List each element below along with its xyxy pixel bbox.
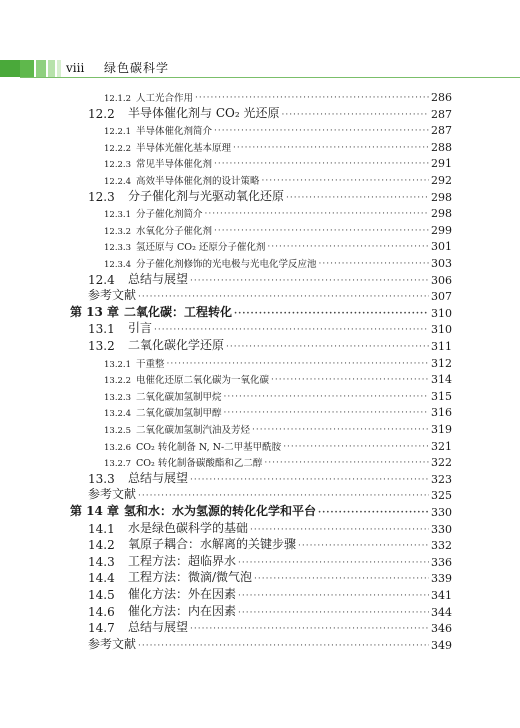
toc-entry[interactable] bbox=[104, 88, 452, 104]
toc-leader-dots bbox=[190, 474, 429, 486]
toc-entry-number: 12.4 bbox=[88, 272, 115, 287]
toc-entry[interactable] bbox=[104, 254, 452, 270]
toc-leader-dots bbox=[238, 607, 429, 619]
header-stripes bbox=[20, 60, 61, 77]
toc-entry-page: 303 bbox=[431, 257, 452, 270]
toc-leader-dots bbox=[254, 573, 429, 585]
toc-entry-number: 13.2.4 bbox=[104, 409, 132, 420]
toc-entry-number: 13.2.1 bbox=[104, 359, 132, 370]
toc-entry-number: 13.2.2 bbox=[104, 376, 132, 387]
toc-entry-number: 13.2.3 bbox=[104, 392, 132, 403]
toc-entry[interactable] bbox=[104, 453, 452, 469]
toc-entry[interactable] bbox=[104, 237, 452, 253]
toc-entry[interactable] bbox=[104, 221, 452, 237]
toc-entry-page: 316 bbox=[431, 406, 452, 420]
toc-leader-dots bbox=[214, 225, 429, 237]
header-green-bar bbox=[0, 60, 20, 77]
toc-leader-dots bbox=[226, 341, 429, 353]
toc-entry-page: 339 bbox=[431, 572, 452, 586]
toc-entry[interactable] bbox=[88, 287, 452, 303]
toc-entry-page: 310 bbox=[431, 306, 452, 320]
toc-entry-page: 292 bbox=[431, 174, 452, 187]
toc-entry-title: 氢和水：水为氢源的转化化学和平台 bbox=[124, 504, 317, 518]
toc-entry-title: CO₂ 转化制备碳酸酯和乙二醇 bbox=[136, 458, 263, 470]
toc-leader-dots bbox=[298, 540, 429, 552]
toc-entry-title: 半导体光催化基本原理 bbox=[136, 142, 232, 154]
toc-leader-dots bbox=[138, 640, 429, 652]
toc-entry-page: 311 bbox=[431, 340, 452, 353]
toc-entry-page: 310 bbox=[431, 323, 452, 337]
toc-entry-page: 299 bbox=[431, 223, 452, 237]
toc-entry-number: 12.1.2 bbox=[104, 94, 132, 104]
toc-entry-page: 319 bbox=[431, 423, 452, 436]
header-rule bbox=[20, 77, 520, 78]
toc-entry-number: 12.3 bbox=[88, 189, 115, 204]
toc-entry-number: 13.2.5 bbox=[104, 426, 132, 436]
toc-entry-title: 分子催化剂简介 bbox=[136, 209, 203, 221]
toc-entry-number: 12.2.3 bbox=[104, 160, 132, 171]
toc-entry-number: 13.2 bbox=[88, 339, 115, 353]
toc-entry-title: 干重整 bbox=[136, 358, 165, 370]
toc-entry-page: 288 bbox=[431, 140, 452, 154]
toc-entry-title: 总结与展望 bbox=[128, 470, 189, 485]
toc-leader-dots bbox=[234, 308, 429, 320]
toc-entry-number: 14.3 bbox=[88, 554, 115, 569]
toc-entry-title: 总结与展望 bbox=[128, 620, 189, 635]
toc-entry[interactable] bbox=[104, 204, 452, 220]
toc-entry-page: 332 bbox=[431, 539, 452, 553]
toc-entry-page: 330 bbox=[431, 522, 452, 536]
toc-entry[interactable] bbox=[104, 171, 452, 187]
toc-entry-page: 346 bbox=[431, 622, 452, 636]
toc-entry-number: 12.2.1 bbox=[104, 127, 132, 138]
toc-entry-title: 高效半导体催化剂的设计策略 bbox=[136, 176, 260, 187]
toc-entry-page: 286 bbox=[431, 91, 452, 104]
toc-entry[interactable] bbox=[88, 105, 452, 121]
toc-entry[interactable] bbox=[88, 320, 452, 336]
toc-entry-page: 349 bbox=[431, 638, 452, 652]
toc-entry-title: 电催化还原二氧化碳为一氧化碳 bbox=[136, 375, 270, 387]
toc-entry-title: 半导体催化剂简介 bbox=[136, 126, 213, 138]
toc-entry-number: 14.7 bbox=[88, 621, 115, 636]
toc-leader-dots bbox=[138, 291, 429, 303]
toc-entry-number: 14.4 bbox=[88, 571, 115, 586]
toc-entry-title: 二氧化碳加氢制甲醇 bbox=[136, 408, 222, 420]
toc-entry-page: 330 bbox=[431, 506, 452, 519]
toc-entry[interactable] bbox=[104, 387, 452, 403]
toc-entry[interactable] bbox=[104, 354, 452, 370]
toc-entry-number: 13.2.7 bbox=[104, 459, 132, 470]
toc-leader-dots bbox=[267, 241, 429, 253]
toc-entry-page: 287 bbox=[431, 124, 452, 138]
toc-entry[interactable] bbox=[88, 470, 452, 486]
toc-entry[interactable] bbox=[70, 503, 452, 519]
toc-entry-page: 322 bbox=[431, 456, 452, 470]
toc-leader-dots bbox=[281, 109, 429, 121]
toc-entry[interactable] bbox=[104, 121, 452, 137]
toc-entry[interactable] bbox=[88, 619, 452, 635]
toc-leader-dots bbox=[318, 507, 429, 519]
toc-entry-title: 催化方法：内在因素 bbox=[128, 603, 237, 618]
toc-entry-title: 氧原子耦合：水解离的关键步骤 bbox=[128, 537, 297, 552]
toc-entry-page: 298 bbox=[431, 190, 452, 204]
toc-entry-title: 参考文献 bbox=[88, 487, 137, 502]
toc-leader-dots bbox=[205, 208, 429, 220]
toc-entry-title: 二氧化碳：工程转化 bbox=[124, 304, 233, 319]
toc-entry-title: 参考文献 bbox=[88, 636, 137, 651]
toc-entry[interactable] bbox=[88, 486, 452, 502]
toc-leader-dots bbox=[138, 490, 429, 502]
toc-leader-dots bbox=[238, 557, 429, 569]
toc-entry-page: 336 bbox=[431, 555, 452, 569]
toc-entry-page: 314 bbox=[431, 373, 452, 387]
toc-entry-title: 工程方法：微滴/微气泡 bbox=[128, 570, 253, 585]
toc-entry[interactable] bbox=[104, 403, 452, 419]
toc-entry-page: 321 bbox=[431, 439, 452, 453]
toc-entry-title: 分子催化剂修饰的光电极与光电化学反应池 bbox=[136, 259, 317, 270]
toc-entry-title: 水氧化分子催化剂 bbox=[136, 225, 213, 237]
toc-leader-dots bbox=[167, 358, 429, 370]
toc-entry-number: 13.3 bbox=[88, 471, 115, 486]
toc-entry-page: 341 bbox=[431, 589, 452, 602]
toc-leader-dots bbox=[271, 374, 429, 386]
toc-entry-title: 半导体催化剂与 CO₂ 光还原 bbox=[128, 105, 280, 120]
toc-entry[interactable] bbox=[104, 420, 452, 436]
toc-entry-title: 参考文献 bbox=[88, 288, 137, 303]
toc-leader-dots bbox=[214, 125, 429, 137]
toc-leader-dots bbox=[190, 275, 429, 287]
toc-leader-dots bbox=[262, 175, 429, 187]
toc-leader-dots bbox=[319, 258, 429, 270]
toc-entry-title: 常见半导体催化剂 bbox=[136, 159, 213, 171]
toc-entry-page: 325 bbox=[431, 489, 452, 503]
toc-entry[interactable] bbox=[88, 536, 452, 552]
toc-entry-number: 第 14 章 bbox=[70, 504, 120, 518]
toc-entry-title: 二氧化碳加氢制汽油及芳烃 bbox=[136, 425, 251, 436]
toc-entry[interactable] bbox=[88, 188, 452, 204]
toc-entry-title: CO₂ 转化制备 N, N-二甲基甲酰胺 bbox=[136, 441, 282, 453]
toc-entry-number: 14.6 bbox=[88, 604, 115, 619]
toc-entry[interactable] bbox=[88, 569, 452, 585]
toc-leader-dots bbox=[195, 92, 429, 104]
toc-entry[interactable] bbox=[88, 520, 452, 536]
toc-leader-dots bbox=[154, 324, 429, 336]
toc-leader-dots bbox=[233, 142, 429, 154]
toc-entry-number: 12.3.1 bbox=[104, 210, 132, 221]
toc-entry-title: 二氧化碳加氢制甲烷 bbox=[136, 391, 222, 403]
toc-leader-dots bbox=[238, 590, 429, 602]
toc-entry-number: 14.2 bbox=[88, 538, 115, 553]
toc-entry-title: 工程方法：超临界水 bbox=[128, 553, 237, 568]
toc-entry[interactable] bbox=[88, 636, 452, 652]
toc-entry-title: 人工光合作用 bbox=[136, 93, 194, 104]
toc-leader-dots bbox=[286, 192, 429, 204]
toc-leader-dots bbox=[250, 524, 429, 536]
toc-entry-number: 12.3.2 bbox=[104, 226, 132, 237]
toc-entry-page: 312 bbox=[431, 356, 452, 370]
toc-entry-title: 水是绿色碳科学的基础 bbox=[128, 520, 249, 535]
toc-entry[interactable] bbox=[104, 437, 452, 453]
toc-entry-title: 引言 bbox=[128, 321, 153, 336]
toc-entry-number: 14.5 bbox=[88, 588, 115, 602]
toc-leader-dots bbox=[224, 407, 429, 419]
toc-entry-page: 306 bbox=[431, 273, 452, 287]
toc-entry[interactable] bbox=[88, 603, 452, 619]
toc-entry-page: 323 bbox=[431, 472, 452, 486]
toc-leader-dots bbox=[283, 441, 429, 453]
toc-entry-number: 13.1 bbox=[88, 322, 115, 337]
toc-entry-title: 分子催化剂与光驱动氧化还原 bbox=[128, 188, 285, 203]
toc-entry[interactable] bbox=[104, 154, 452, 170]
toc-entry[interactable] bbox=[70, 304, 452, 320]
toc-entry-page: 301 bbox=[431, 240, 452, 254]
toc-entry-page: 287 bbox=[431, 107, 452, 121]
toc-leader-dots bbox=[252, 424, 429, 436]
toc-entry-number: 12.2.2 bbox=[104, 143, 132, 154]
toc-entry[interactable] bbox=[88, 271, 452, 287]
toc-entry[interactable] bbox=[104, 370, 452, 386]
toc-entry-title: 总结与展望 bbox=[128, 271, 189, 286]
toc-entry-page: 298 bbox=[431, 207, 452, 221]
toc-entry-number: 14.1 bbox=[88, 521, 115, 536]
toc-leader-dots bbox=[214, 158, 429, 170]
running-header bbox=[0, 60, 520, 77]
toc-entry-number: 12.3.3 bbox=[104, 243, 132, 254]
toc-entry-title: 二氧化碳化学还原 bbox=[128, 338, 225, 352]
toc-entry-page: 344 bbox=[431, 605, 452, 619]
toc-entry[interactable] bbox=[88, 586, 452, 602]
toc-entry-number: 第 13 章 bbox=[70, 304, 120, 319]
toc-entry[interactable] bbox=[104, 138, 452, 154]
toc-leader-dots bbox=[190, 623, 429, 635]
toc-leader-dots bbox=[224, 391, 429, 403]
toc-entry-number: 12.2.4 bbox=[104, 177, 132, 187]
toc-entry[interactable] bbox=[88, 553, 452, 569]
toc-entry-title: 催化方法：外在因素 bbox=[128, 587, 237, 601]
toc-entry-page: 291 bbox=[431, 157, 452, 171]
toc-entry-number: 13.2.6 bbox=[104, 442, 132, 453]
toc-entry-number: 12.2 bbox=[88, 106, 115, 121]
toc-entry-page: 307 bbox=[431, 290, 452, 304]
header-book-title: 绿色碳科学 bbox=[104, 61, 170, 75]
toc-entry-title: 氢还原与 CO₂ 还原分子催化剂 bbox=[136, 242, 266, 254]
toc-leader-dots bbox=[264, 457, 429, 469]
toc-entry[interactable] bbox=[88, 337, 452, 353]
header-page-number: viii bbox=[66, 61, 85, 75]
toc-entry-page: 315 bbox=[431, 389, 452, 403]
toc-entry-number: 12.3.4 bbox=[104, 260, 132, 270]
